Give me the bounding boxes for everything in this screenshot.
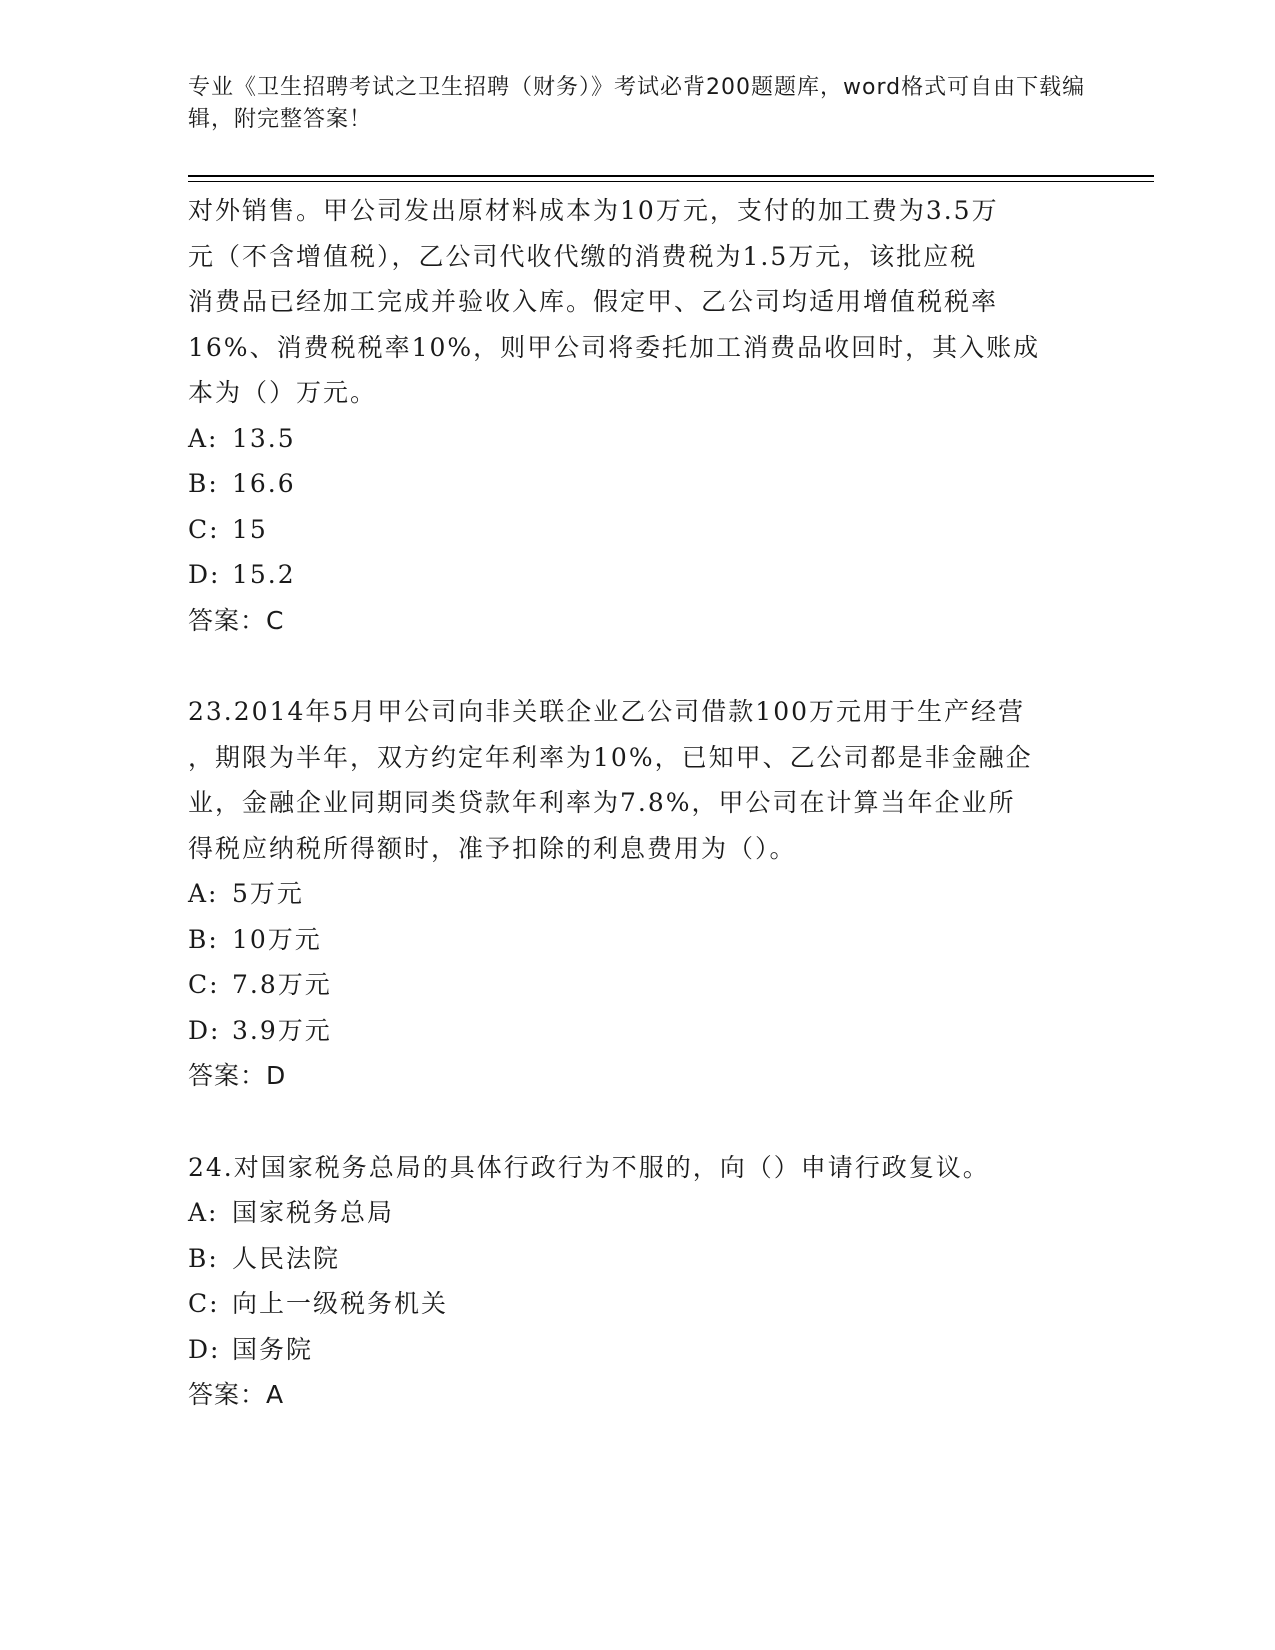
- option-letter: B:: [188, 469, 219, 498]
- option-letter: A:: [188, 1198, 219, 1227]
- answer-line: 答案：C: [188, 605, 285, 635]
- option-text: 向上一级税务机关: [232, 1289, 449, 1318]
- option-b: [188, 461, 1088, 507]
- question-stem-line: 对外销售。甲公司发出原材料成本为10万元，支付的加工费为3.5万: [188, 196, 999, 225]
- option-text: 3.9万元: [232, 1015, 332, 1045]
- document-header: 专业《卫生招聘考试之卫生招聘（财务）》考试必背200题题库，word格式可自由下载编辑，附完整答案！: [188, 75, 1086, 132]
- question-stem-line: 23.2014年5月甲公司向非关联企业乙公司借款100万元用于生产经营: [188, 697, 1026, 726]
- option-d: [188, 552, 1088, 598]
- option-text: 13.5: [232, 423, 296, 453]
- header-rule-thick: [188, 175, 1154, 177]
- spacer: [188, 643, 1088, 689]
- option-text: 国家税务总局: [232, 1198, 395, 1227]
- option-letter: D:: [188, 1015, 221, 1045]
- question-block: [188, 689, 1088, 1099]
- option-a: [188, 871, 1088, 917]
- option-letter: D:: [188, 1334, 221, 1364]
- question-stem-line: 消费品已经加工完成并验收入库。假定甲、乙公司均适用增值税税率: [188, 287, 999, 316]
- option-letter: B:: [188, 924, 219, 954]
- option-letter: C:: [188, 1289, 220, 1318]
- header-rule-thin: [188, 181, 1154, 182]
- option-text: 7.8万元: [232, 970, 332, 999]
- question-block: [188, 188, 1088, 643]
- option-letter: D:: [188, 560, 221, 589]
- option-c: [188, 1281, 1088, 1327]
- question-stem-line: 本为（）万元。: [188, 378, 378, 407]
- option-text: 国务院: [232, 1334, 314, 1364]
- question-block: [188, 1145, 1088, 1418]
- option-c: [188, 962, 1088, 1008]
- document-body: [188, 188, 1088, 1418]
- spacer: [188, 1099, 1088, 1145]
- option-text: 10万元: [232, 924, 322, 954]
- option-b: [188, 917, 1088, 963]
- question-stem-line: 业，金融企业同期同类贷款年利率为7.8%，甲公司在计算当年企业所: [188, 788, 1016, 817]
- option-letter: A:: [188, 879, 219, 908]
- option-a: [188, 416, 1088, 462]
- question-stem-line: 得税应纳税所得额时，准予扣除的利息费用为（）。: [188, 833, 797, 863]
- option-letter: C:: [188, 970, 220, 999]
- question-stem-line: 24.对国家税务总局的具体行政行为不服的，向（）申请行政复议。: [188, 1152, 990, 1182]
- option-text: 16.6: [232, 469, 296, 498]
- option-letter: A:: [188, 423, 219, 453]
- option-text: 5万元: [232, 879, 304, 908]
- answer-line: 答案：D: [188, 1061, 287, 1090]
- option-text: 人民法院: [232, 1243, 341, 1273]
- answer-line: 答案：A: [188, 1380, 285, 1409]
- option-c: [188, 507, 1088, 553]
- option-text: 15.2: [232, 560, 296, 589]
- option-text: 15: [232, 514, 268, 544]
- option-letter: B:: [188, 1243, 219, 1273]
- question-stem-line: 元（不含增值税），乙公司代收代缴的消费税为1.5万元，该批应税: [188, 241, 978, 271]
- option-d: [188, 1327, 1088, 1373]
- option-letter: C:: [188, 514, 220, 544]
- option-d: [188, 1008, 1088, 1054]
- question-stem-line: ，期限为半年，双方约定年利率为10%，已知甲、乙公司都是非金融企: [188, 742, 1033, 772]
- question-stem-line: 16%、消费税税率10%，则甲公司将委托加工消费品收回时，其入账成: [188, 332, 1041, 362]
- option-b: [188, 1236, 1088, 1282]
- option-a: [188, 1190, 1088, 1236]
